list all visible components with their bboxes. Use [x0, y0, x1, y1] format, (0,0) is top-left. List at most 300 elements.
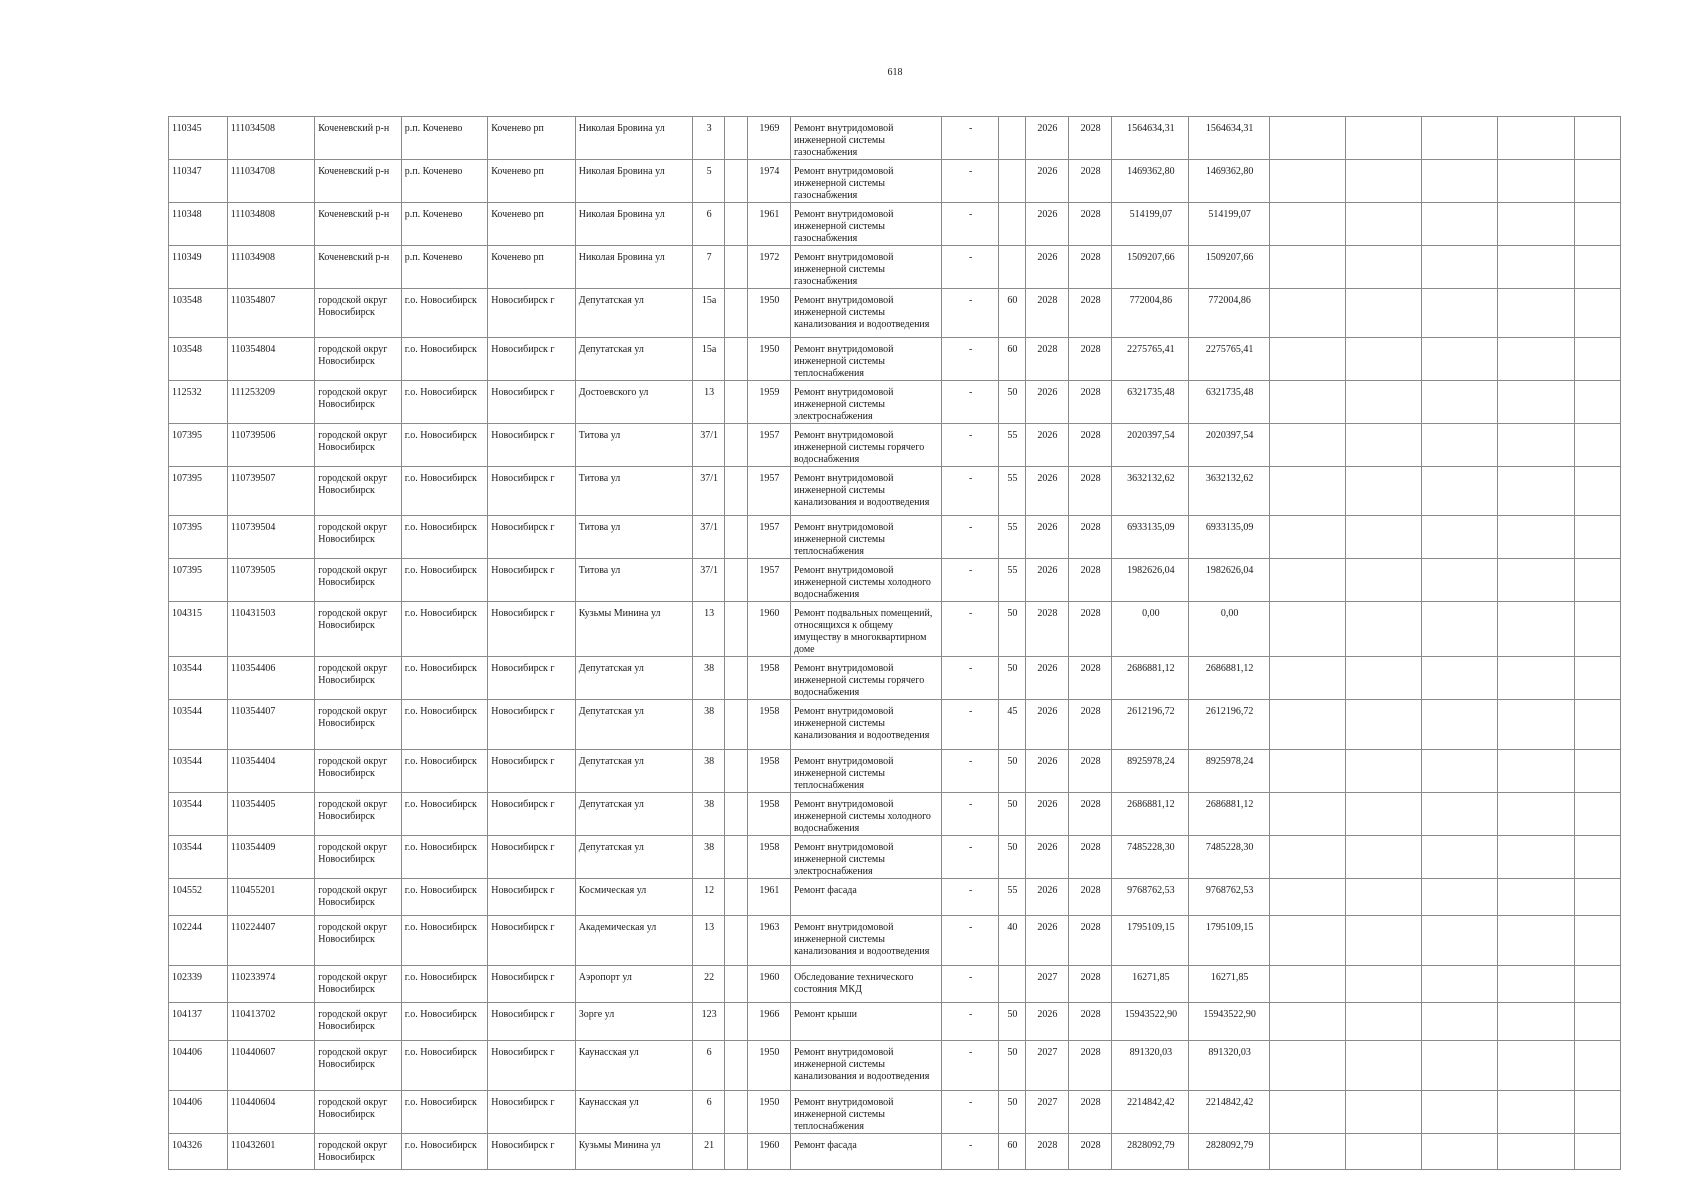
cell-empty: [725, 117, 748, 160]
cell-cost-total: 2275765,41: [1189, 338, 1269, 381]
cell-house-number: 5: [693, 160, 725, 203]
cell-work-code: 110432601: [227, 1134, 315, 1170]
cell-house-number: 38: [693, 793, 725, 836]
table-row: [169, 836, 1621, 879]
cell-build-year: 1957: [747, 516, 790, 559]
cell-cost-total: 15943522,90: [1189, 1003, 1269, 1041]
cell-work-type: Ремонт внутридомовой инженерной системы теплоснабжения: [790, 516, 941, 559]
cell-end-year: 2028: [1068, 289, 1111, 338]
cell-locality: Новосибирск г: [488, 338, 576, 381]
cell-district: городской округ Новосибирск: [315, 1091, 402, 1134]
cell-street: Депутатская ул: [575, 700, 692, 750]
cell-district: городской округ Новосибирск: [315, 602, 402, 657]
cell-locality: Новосибирск г: [488, 700, 576, 750]
cell-work-code: 110354406: [227, 657, 315, 700]
table-row: [169, 246, 1621, 289]
cell-locality: Коченево рп: [488, 246, 576, 289]
cell-empty: [1574, 516, 1620, 559]
cell-empty: [1345, 467, 1421, 516]
cell-empty: [1422, 1003, 1498, 1041]
cell-settlement: г.о. Новосибирск: [401, 966, 488, 1003]
cell-wear-percent: 55: [998, 516, 1025, 559]
table-row: [169, 700, 1621, 750]
cell-empty: [1498, 203, 1574, 246]
cell-empty: [1422, 381, 1498, 424]
cell-work-code: 110354804: [227, 338, 315, 381]
cell-cost: 0,00: [1112, 602, 1189, 657]
cell-cost-total: 2828092,79: [1189, 1134, 1269, 1170]
cell-empty: [1498, 424, 1574, 467]
cell-build-year: 1957: [747, 559, 790, 602]
cell-work-type: Ремонт внутридомовой инженерной системы теплоснабжения: [790, 750, 941, 793]
cell-settlement: г.о. Новосибирск: [401, 750, 488, 793]
cell-empty: [1345, 879, 1421, 916]
cell-locality: Новосибирск г: [488, 602, 576, 657]
cell-district: городской округ Новосибирск: [315, 657, 402, 700]
cell-end-year: 2028: [1068, 1134, 1111, 1170]
cell-cost-total: 2020397,54: [1189, 424, 1269, 467]
cell-empty: [1422, 879, 1498, 916]
cell-work-code: 111253209: [227, 381, 315, 424]
cell-dash: -: [942, 1091, 999, 1134]
table-row: [169, 1003, 1621, 1041]
cell-empty: [1422, 160, 1498, 203]
cell-work-type: Ремонт внутридомовой инженерной системы горячего водоснабжения: [790, 424, 941, 467]
cell-cost-total: 1564634,31: [1189, 117, 1269, 160]
cell-empty: [1422, 1091, 1498, 1134]
cell-empty: [1345, 246, 1421, 289]
cell-empty: [1498, 1003, 1574, 1041]
cell-settlement: г.о. Новосибирск: [401, 381, 488, 424]
cell-cost: 16271,85: [1112, 966, 1189, 1003]
cell-record-id: 104406: [169, 1091, 228, 1134]
cell-empty: [1574, 117, 1620, 160]
cell-work-type: Ремонт внутридомовой инженерной системы холодного водоснабжения: [790, 559, 941, 602]
cell-empty: [1498, 657, 1574, 700]
cell-empty: [1574, 289, 1620, 338]
cell-settlement: г.о. Новосибирск: [401, 1134, 488, 1170]
cell-empty: [1574, 916, 1620, 966]
cell-district: городской округ Новосибирск: [315, 1134, 402, 1170]
cell-record-id: 104326: [169, 1134, 228, 1170]
cell-work-type: Ремонт внутридомовой инженерной системы канализования и водоотведения: [790, 467, 941, 516]
cell-empty: [1269, 602, 1345, 657]
cell-cost: 514199,07: [1112, 203, 1189, 246]
cell-locality: Новосибирск г: [488, 289, 576, 338]
cell-start-year: 2026: [1025, 467, 1068, 516]
cell-street: Кузьмы Минина ул: [575, 602, 692, 657]
cell-end-year: 2028: [1068, 246, 1111, 289]
cell-record-id: 110347: [169, 160, 228, 203]
cell-empty: [1269, 879, 1345, 916]
cell-build-year: 1958: [747, 700, 790, 750]
cell-cost: 1795109,15: [1112, 916, 1189, 966]
cell-settlement: р.п. Коченево: [401, 160, 488, 203]
cell-locality: Новосибирск г: [488, 516, 576, 559]
cell-end-year: 2028: [1068, 602, 1111, 657]
cell-empty: [1345, 1091, 1421, 1134]
cell-build-year: 1958: [747, 793, 790, 836]
cell-cost-total: 1982626,04: [1189, 559, 1269, 602]
cell-empty: [1345, 602, 1421, 657]
cell-empty: [725, 966, 748, 1003]
cell-settlement: г.о. Новосибирск: [401, 559, 488, 602]
cell-cost: 2686881,12: [1112, 657, 1189, 700]
cell-empty: [1498, 117, 1574, 160]
cell-cost: 1564634,31: [1112, 117, 1189, 160]
cell-district: городской округ Новосибирск: [315, 1041, 402, 1091]
cell-start-year: 2026: [1025, 657, 1068, 700]
cell-end-year: 2028: [1068, 338, 1111, 381]
cell-cost: 772004,86: [1112, 289, 1189, 338]
cell-house-number: 37/1: [693, 424, 725, 467]
cell-end-year: 2028: [1068, 916, 1111, 966]
cell-empty: [1345, 1003, 1421, 1041]
cell-settlement: г.о. Новосибирск: [401, 1003, 488, 1041]
cell-settlement: г.о. Новосибирск: [401, 516, 488, 559]
cell-dash: -: [942, 338, 999, 381]
cell-empty: [1422, 602, 1498, 657]
cell-house-number: 3: [693, 117, 725, 160]
cell-district: городской округ Новосибирск: [315, 467, 402, 516]
cell-work-code: 110354409: [227, 836, 315, 879]
cell-start-year: 2027: [1025, 966, 1068, 1003]
cell-empty: [1345, 117, 1421, 160]
cell-street: Кузьмы Минина ул: [575, 1134, 692, 1170]
cell-house-number: 37/1: [693, 467, 725, 516]
cell-record-id: 102339: [169, 966, 228, 1003]
cell-empty: [1422, 516, 1498, 559]
cell-wear-percent: 60: [998, 289, 1025, 338]
cell-locality: Коченево рп: [488, 160, 576, 203]
cell-empty: [1574, 160, 1620, 203]
cell-start-year: 2026: [1025, 879, 1068, 916]
cell-empty: [1269, 467, 1345, 516]
cell-work-code: 110440607: [227, 1041, 315, 1091]
cell-empty: [1422, 203, 1498, 246]
cell-empty: [1422, 916, 1498, 966]
cell-empty: [725, 1003, 748, 1041]
cell-settlement: г.о. Новосибирск: [401, 793, 488, 836]
cell-street: Николая Бровина ул: [575, 160, 692, 203]
cell-end-year: 2028: [1068, 793, 1111, 836]
cell-street: Каунасская ул: [575, 1041, 692, 1091]
cell-empty: [725, 700, 748, 750]
cell-cost-total: 2686881,12: [1189, 657, 1269, 700]
cell-empty: [1269, 381, 1345, 424]
cell-empty: [1574, 1134, 1620, 1170]
table-row: [169, 160, 1621, 203]
table-row: [169, 424, 1621, 467]
cell-cost: 2686881,12: [1112, 793, 1189, 836]
table-row: [169, 559, 1621, 602]
cell-street: Николая Бровина ул: [575, 117, 692, 160]
cell-locality: Новосибирск г: [488, 879, 576, 916]
table-row: [169, 203, 1621, 246]
cell-empty: [1574, 966, 1620, 1003]
cell-dash: -: [942, 289, 999, 338]
cell-empty: [725, 424, 748, 467]
cell-end-year: 2028: [1068, 424, 1111, 467]
cell-record-id: 103544: [169, 657, 228, 700]
cell-cost: 1509207,66: [1112, 246, 1189, 289]
cell-cost-total: 2612196,72: [1189, 700, 1269, 750]
cell-empty: [725, 289, 748, 338]
cell-street: Депутатская ул: [575, 338, 692, 381]
cell-build-year: 1950: [747, 338, 790, 381]
table-row: [169, 338, 1621, 381]
cell-empty: [1269, 117, 1345, 160]
cell-empty: [1345, 516, 1421, 559]
cell-empty: [1345, 793, 1421, 836]
cell-street: Аэропорт ул: [575, 966, 692, 1003]
cell-locality: Коченево рп: [488, 203, 576, 246]
cell-wear-percent: 55: [998, 467, 1025, 516]
cell-record-id: 103544: [169, 750, 228, 793]
cell-street: Титова ул: [575, 424, 692, 467]
cell-empty: [1574, 203, 1620, 246]
table-row: [169, 516, 1621, 559]
cell-build-year: 1958: [747, 750, 790, 793]
cell-empty: [1345, 338, 1421, 381]
cell-cost-total: 16271,85: [1189, 966, 1269, 1003]
cell-start-year: 2027: [1025, 1041, 1068, 1091]
cell-district: городской округ Новосибирск: [315, 836, 402, 879]
cell-street: Депутатская ул: [575, 750, 692, 793]
cell-empty: [1422, 338, 1498, 381]
table-row: [169, 1091, 1621, 1134]
cell-wear-percent: [998, 246, 1025, 289]
cell-dash: -: [942, 203, 999, 246]
cell-house-number: 15а: [693, 289, 725, 338]
cell-locality: Новосибирск г: [488, 381, 576, 424]
cell-empty: [1574, 338, 1620, 381]
cell-empty: [1574, 1003, 1620, 1041]
cell-record-id: 110349: [169, 246, 228, 289]
cell-empty: [1345, 966, 1421, 1003]
cell-start-year: 2026: [1025, 559, 1068, 602]
cell-cost-total: 772004,86: [1189, 289, 1269, 338]
cell-empty: [1498, 1041, 1574, 1091]
cell-work-type: Ремонт внутридомовой инженерной системы газоснабжения: [790, 246, 941, 289]
cell-cost: 1982626,04: [1112, 559, 1189, 602]
cell-empty: [1498, 966, 1574, 1003]
cell-empty: [1345, 700, 1421, 750]
cell-build-year: 1960: [747, 602, 790, 657]
cell-build-year: 1961: [747, 879, 790, 916]
cell-empty: [725, 381, 748, 424]
cell-settlement: г.о. Новосибирск: [401, 289, 488, 338]
cell-house-number: 12: [693, 879, 725, 916]
cell-cost: 2828092,79: [1112, 1134, 1189, 1170]
cell-build-year: 1950: [747, 289, 790, 338]
cell-house-number: 6: [693, 1091, 725, 1134]
cell-work-type: Ремонт внутридомовой инженерной системы электроснабжения: [790, 836, 941, 879]
cell-wear-percent: 50: [998, 1041, 1025, 1091]
cell-locality: Новосибирск г: [488, 657, 576, 700]
cell-empty: [1498, 516, 1574, 559]
cell-dash: -: [942, 966, 999, 1003]
cell-work-code: 110739505: [227, 559, 315, 602]
cell-empty: [1574, 657, 1620, 700]
cell-wear-percent: 50: [998, 1003, 1025, 1041]
cell-cost-total: 1795109,15: [1189, 916, 1269, 966]
cell-start-year: 2028: [1025, 1134, 1068, 1170]
cell-end-year: 2028: [1068, 516, 1111, 559]
cell-empty: [1574, 602, 1620, 657]
cell-settlement: г.о. Новосибирск: [401, 602, 488, 657]
cell-work-type: Ремонт внутридомовой инженерной системы холодного водоснабжения: [790, 793, 941, 836]
cell-settlement: г.о. Новосибирск: [401, 338, 488, 381]
cell-build-year: 1969: [747, 117, 790, 160]
cell-start-year: 2026: [1025, 1003, 1068, 1041]
cell-street: Достоевского ул: [575, 381, 692, 424]
cell-work-type: Ремонт подвальных помещений, относящихся к общему имуществу в многоквартирном доме: [790, 602, 941, 657]
cell-wear-percent: [998, 160, 1025, 203]
cell-empty: [1498, 1091, 1574, 1134]
table-row: [169, 916, 1621, 966]
cell-district: городской округ Новосибирск: [315, 381, 402, 424]
cell-empty: [725, 246, 748, 289]
cell-street: Николая Бровина ул: [575, 203, 692, 246]
cell-settlement: г.о. Новосибирск: [401, 657, 488, 700]
cell-empty: [1422, 700, 1498, 750]
cell-wear-percent: 60: [998, 1134, 1025, 1170]
cell-empty: [1498, 1134, 1574, 1170]
cell-settlement: г.о. Новосибирск: [401, 836, 488, 879]
cell-district: городской округ Новосибирск: [315, 700, 402, 750]
cell-empty: [1269, 338, 1345, 381]
cell-empty: [725, 203, 748, 246]
cell-work-type: Ремонт внутридомовой инженерной системы канализования и водоотведения: [790, 916, 941, 966]
cell-house-number: 6: [693, 1041, 725, 1091]
cell-empty: [1498, 246, 1574, 289]
cell-empty: [1269, 424, 1345, 467]
cell-cost: 7485228,30: [1112, 836, 1189, 879]
cell-empty: [1422, 289, 1498, 338]
table-row: [169, 1041, 1621, 1091]
cell-cost: 8925978,24: [1112, 750, 1189, 793]
cell-house-number: 6: [693, 203, 725, 246]
cell-street: Депутатская ул: [575, 657, 692, 700]
cell-locality: Коченево рп: [488, 117, 576, 160]
cell-build-year: 1958: [747, 657, 790, 700]
cell-empty: [1498, 602, 1574, 657]
cell-locality: Новосибирск г: [488, 916, 576, 966]
cell-record-id: 104406: [169, 1041, 228, 1091]
cell-settlement: р.п. Коченево: [401, 246, 488, 289]
cell-work-code: 110739504: [227, 516, 315, 559]
cell-district: Коченевский р-н: [315, 246, 402, 289]
cell-cost-total: 6933135,09: [1189, 516, 1269, 559]
cell-end-year: 2028: [1068, 836, 1111, 879]
cell-wear-percent: 50: [998, 381, 1025, 424]
cell-work-code: 110739507: [227, 467, 315, 516]
cell-locality: Новосибирск г: [488, 424, 576, 467]
cell-district: городской округ Новосибирск: [315, 1003, 402, 1041]
cell-start-year: 2026: [1025, 793, 1068, 836]
cell-empty: [1422, 1041, 1498, 1091]
cell-dash: -: [942, 559, 999, 602]
cell-work-code: 110739506: [227, 424, 315, 467]
cell-empty: [1345, 289, 1421, 338]
cell-dash: -: [942, 793, 999, 836]
cell-settlement: г.о. Новосибирск: [401, 879, 488, 916]
cell-street: Космическая ул: [575, 879, 692, 916]
cell-empty: [1269, 836, 1345, 879]
cell-empty: [1269, 289, 1345, 338]
cell-empty: [1345, 160, 1421, 203]
cell-build-year: 1960: [747, 966, 790, 1003]
cell-end-year: 2028: [1068, 700, 1111, 750]
cell-settlement: г.о. Новосибирск: [401, 1091, 488, 1134]
cell-street: Зорге ул: [575, 1003, 692, 1041]
cell-work-type: Ремонт внутридомовой инженерной системы электроснабжения: [790, 381, 941, 424]
cell-empty: [1269, 1041, 1345, 1091]
cell-end-year: 2028: [1068, 1003, 1111, 1041]
table-row: [169, 117, 1621, 160]
cell-empty: [1498, 700, 1574, 750]
cell-wear-percent: 50: [998, 836, 1025, 879]
cell-locality: Новосибирск г: [488, 467, 576, 516]
cell-empty: [725, 750, 748, 793]
cell-end-year: 2028: [1068, 750, 1111, 793]
cell-dash: -: [942, 657, 999, 700]
cell-empty: [1269, 700, 1345, 750]
table-row: [169, 793, 1621, 836]
cell-empty: [1574, 700, 1620, 750]
cell-empty: [1498, 836, 1574, 879]
cell-house-number: 13: [693, 602, 725, 657]
cell-end-year: 2028: [1068, 559, 1111, 602]
cell-end-year: 2028: [1068, 203, 1111, 246]
cell-settlement: г.о. Новосибирск: [401, 700, 488, 750]
cell-street: Титова ул: [575, 467, 692, 516]
cell-cost-total: 6321735,48: [1189, 381, 1269, 424]
cell-district: городской округ Новосибирск: [315, 424, 402, 467]
cell-wear-percent: [998, 966, 1025, 1003]
cell-work-type: Ремонт внутридомовой инженерной системы газоснабжения: [790, 203, 941, 246]
cell-wear-percent: [998, 203, 1025, 246]
cell-empty: [1498, 160, 1574, 203]
cell-empty: [1269, 793, 1345, 836]
cell-work-code: 110354405: [227, 793, 315, 836]
cell-work-code: 110354807: [227, 289, 315, 338]
cell-record-id: 104552: [169, 879, 228, 916]
cell-house-number: 13: [693, 381, 725, 424]
cell-empty: [1498, 289, 1574, 338]
cell-empty: [1269, 1134, 1345, 1170]
cell-empty: [1574, 424, 1620, 467]
cell-wear-percent: 50: [998, 750, 1025, 793]
cell-empty: [1345, 203, 1421, 246]
cell-work-code: 110413702: [227, 1003, 315, 1041]
cell-district: Коченевский р-н: [315, 160, 402, 203]
cell-work-type: Ремонт внутридомовой инженерной системы горячего водоснабжения: [790, 657, 941, 700]
cell-record-id: 110348: [169, 203, 228, 246]
cell-empty: [725, 657, 748, 700]
cell-cost: 2020397,54: [1112, 424, 1189, 467]
cell-empty: [1498, 793, 1574, 836]
cell-work-type: Ремонт фасада: [790, 879, 941, 916]
cell-locality: Новосибирск г: [488, 1134, 576, 1170]
cell-empty: [1422, 657, 1498, 700]
cell-empty: [1574, 381, 1620, 424]
cell-house-number: 37/1: [693, 516, 725, 559]
cell-work-code: 111034808: [227, 203, 315, 246]
cell-dash: -: [942, 1134, 999, 1170]
cell-build-year: 1961: [747, 203, 790, 246]
